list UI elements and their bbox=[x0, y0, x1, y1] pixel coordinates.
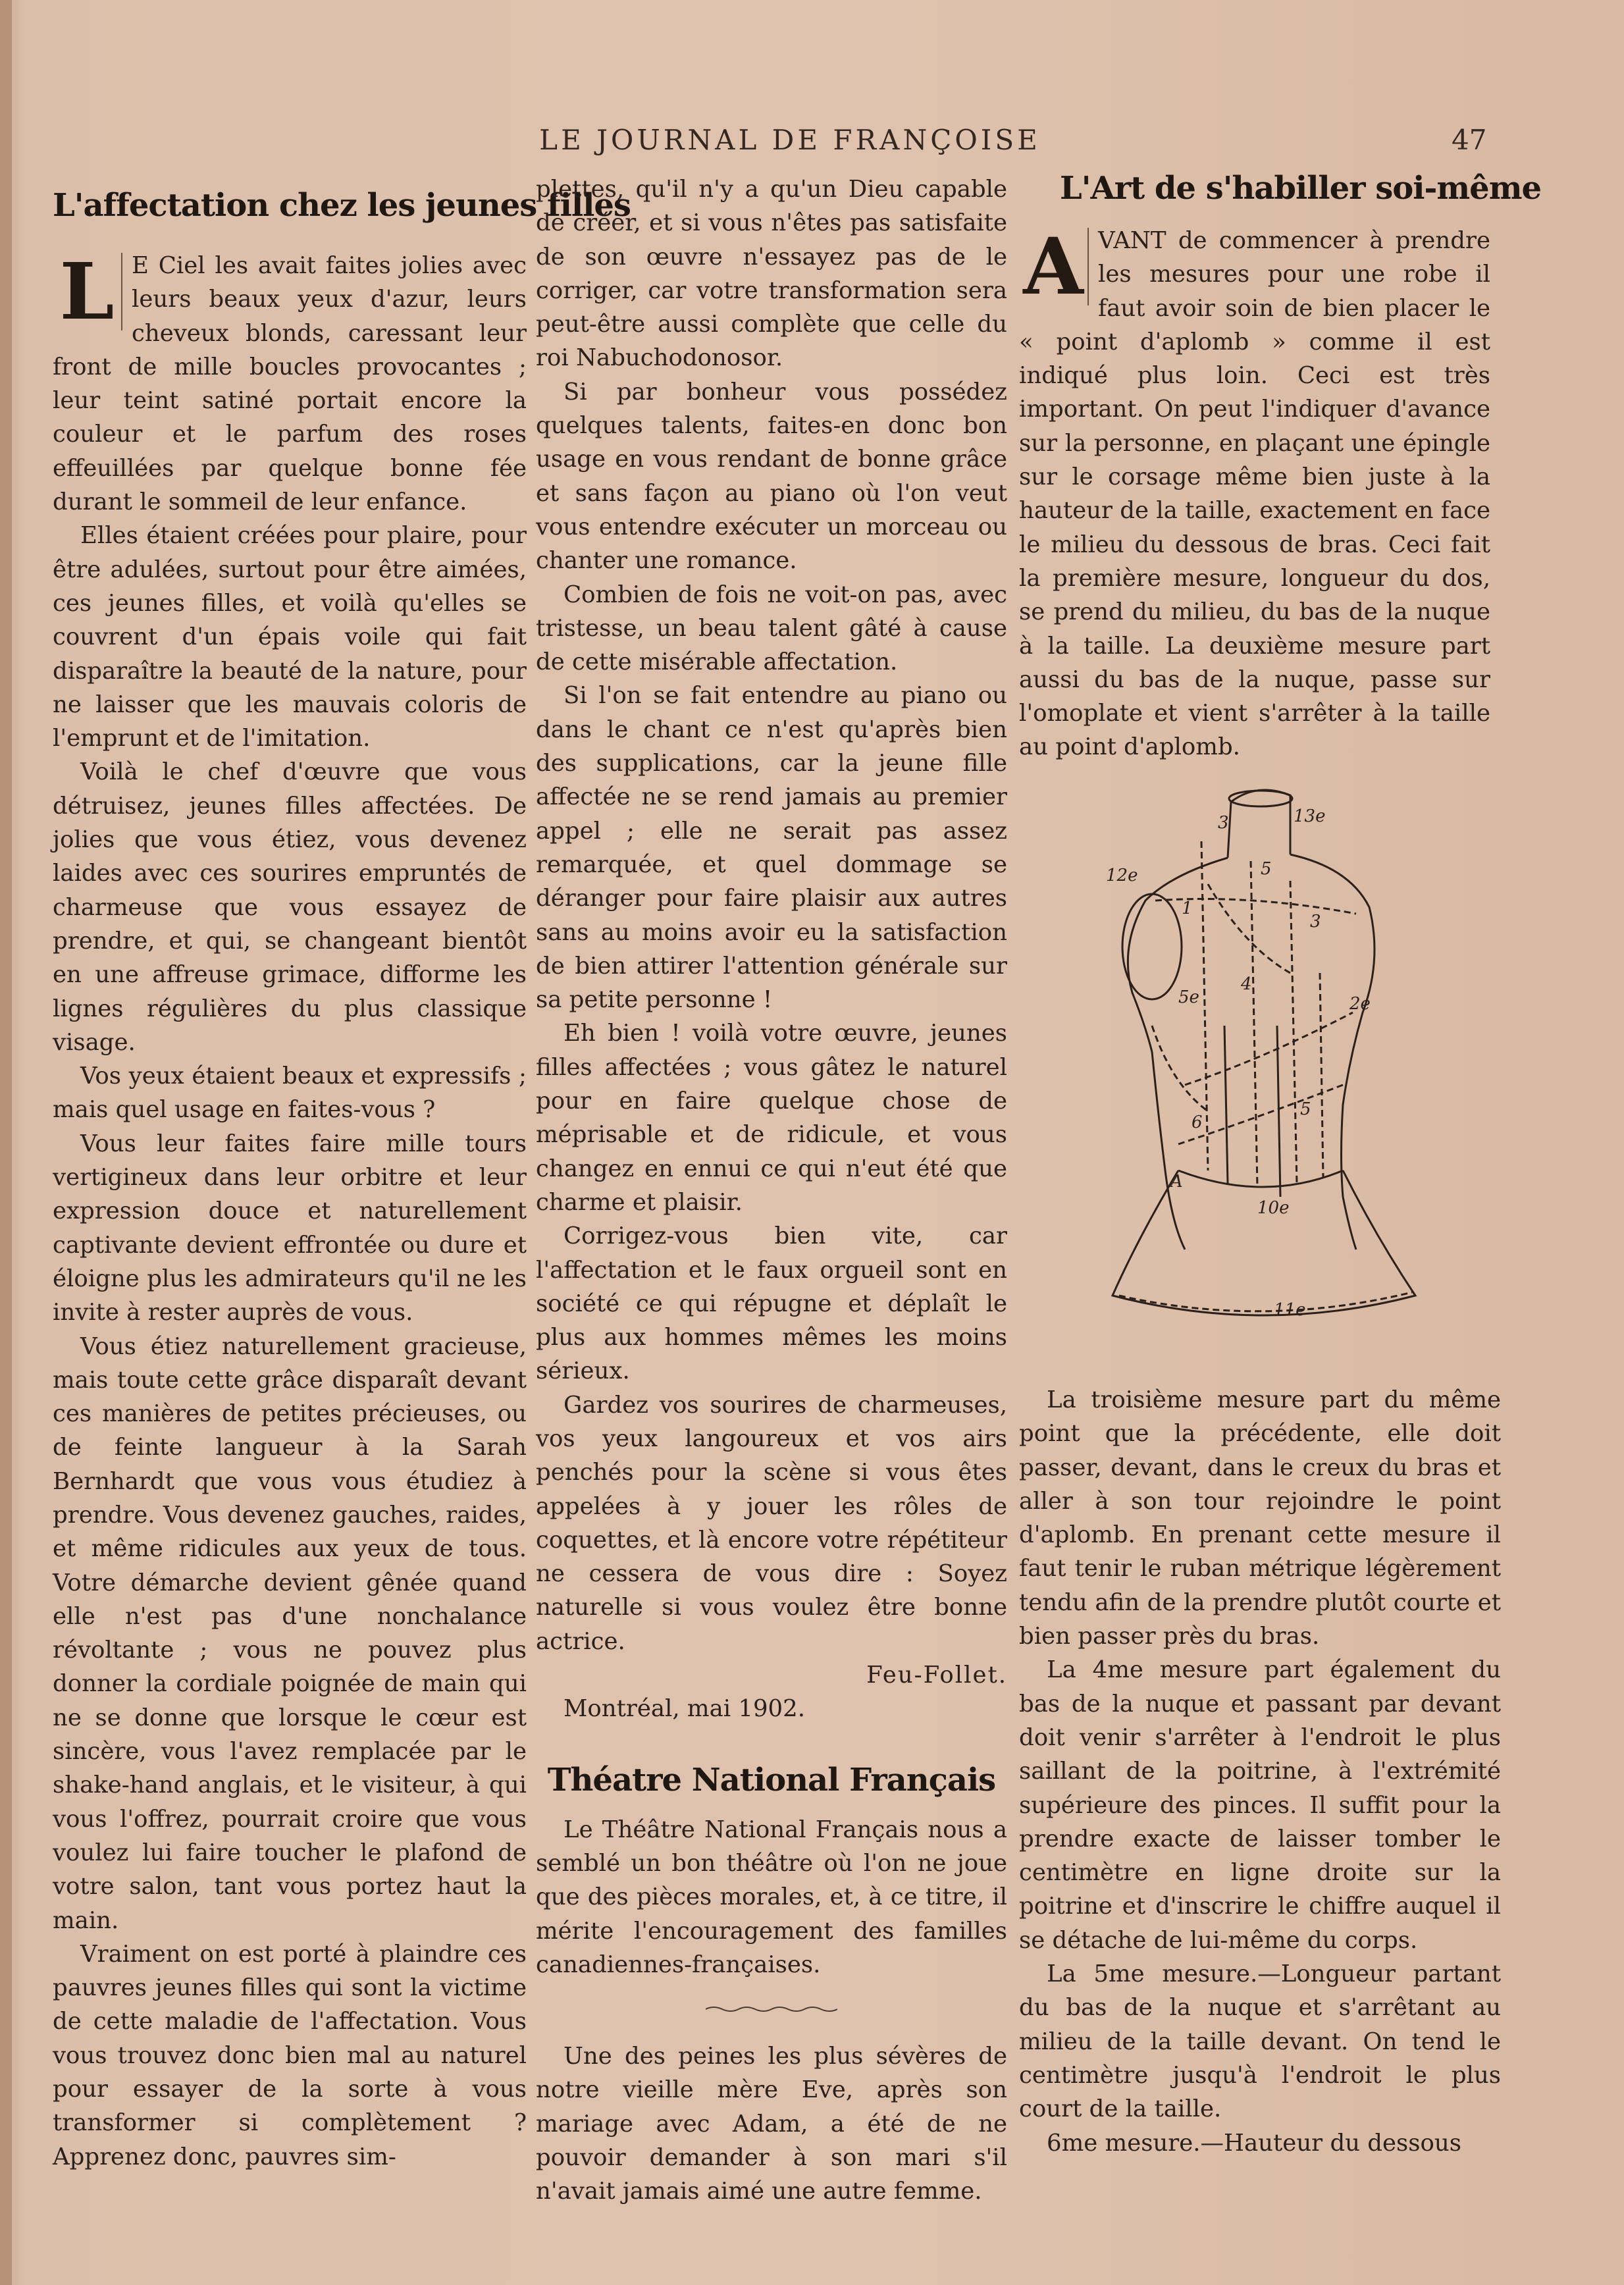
article4-paragraph: La 5me mesure.—Longueur partant du bas de la nuque et s'arrêtant au milieu de la taille devant. On tend le centimètre jusqu'à l'endroit le plus court de la taille. bbox=[1019, 1960, 1501, 2123]
figure-label: 5 bbox=[1300, 1099, 1311, 1119]
figure-label: 13e bbox=[1294, 806, 1326, 826]
figure-label: 12e bbox=[1106, 866, 1138, 885]
article4-title: L'Art de s'habiller soi-même bbox=[1060, 170, 1542, 207]
page-spine bbox=[0, 0, 12, 2285]
figure-label: 5 bbox=[1261, 859, 1272, 879]
article1-paragraph: Combien de fois ne voit-on pas, avec tristesse, un beau talent gâté à cause de cette misérable affectation. bbox=[536, 581, 1007, 676]
article1-paragraph: Gardez vos sourires de charmeuses, vos yeux langoureux et vos airs penchés pour la scène si vous êtes appelées à y jouer les rôles de coquettes, et là encore votre répétiteur ne cessera de vous dire : Soyez naturelle si vous voulez être bonne actrice. bbox=[536, 1391, 1007, 1655]
column-3-bottom bbox=[1019, 1383, 1501, 2160]
figure-label: 10e bbox=[1257, 1198, 1290, 1218]
figure-label: 11e bbox=[1274, 1300, 1306, 1320]
article1-paragraph: Vous leur faites faire mille tours vertigineux dans leur orbitre et leur expression douce et naturellement captivante devient effrontée ou dure et éloigne plus les admirateurs qu'il ne les invite à rester auprès de vous. bbox=[53, 1130, 527, 1326]
section-divider-ornament bbox=[706, 2005, 837, 2013]
article4-paragraph: La troisième mesure part du même point que la précédente, elle doit passer, devant, dans le creux du bras et aller à son tour rejoindre le point d'aplomb. En prenant cette mesure il faut tenir le ruban métrique légèrement tendu afin de la prendre plutôt courte et bien passer près du bras. bbox=[1019, 1386, 1501, 1650]
article3-paragraph: Une des peines les plus sévères de notre vieille mère Eve, après son mariage avec Adam, a été de ne pouvoir demander à son mari s'il n'avait jamais aimé une autre femme. bbox=[536, 2043, 1007, 2205]
figure-label: A bbox=[1170, 1172, 1183, 1192]
article1-paragraph-continued: plettes, qu'il n'y a qu'un Dieu capable de créer, et si vous n'êtes pas satisfaite de son œuvre n'essayez pas de le corriger, car votre transformation sera peut-être aussi complète que celle du roi Nabuchodonosor. bbox=[536, 176, 1007, 372]
column-2 bbox=[536, 172, 1007, 2209]
figure-label: 6 bbox=[1192, 1113, 1203, 1132]
figure-label: 1 bbox=[1182, 899, 1193, 918]
figure-label: 3 bbox=[1218, 813, 1229, 833]
article1-title: L'affectation chez les jeunes filles bbox=[53, 187, 631, 224]
article1-paragraph: L E Ciel les avait faites jolies avec leurs beaux yeux d'azur, leurs cheveux blonds, caressant leur front de mille boucles provocantes ; leur teint satiné portait encore la couleur et le parfum des roses effeuillées par quelque bonne fée durant le sommeil de leur enfance. bbox=[53, 246, 527, 516]
page-number: 47 bbox=[1452, 124, 1487, 156]
article4-paragraph: 6me mesure.—Hauteur du dessous bbox=[1047, 2129, 1461, 2157]
article4-paragraph: A VANT de commencer à prendre les mesures pour une robe il faut avoir soin de bien placer le « point d'aplomb » comme il est indiqué plus loin. Ceci est très important. On peut l'indiquer d'avance sur la personne, en plaçant une épingle sur le corsage même bien juste à la hauteur de la taille, exactement en face le milieu du dessous de bras. Ceci fait la première mesure, longueur du dos, se prend du milieu, du bas de la nuque à la taille. La deuxième mesure part aussi du bas de la nuque, passe sur l'omoplate et vient s'arrêter à la taille au point d'aplomb. bbox=[1019, 221, 1490, 761]
column-1 bbox=[53, 246, 527, 2174]
dropcap-letter: A bbox=[1019, 228, 1089, 305]
article1-paragraph: Si l'on se fait entendre au piano ou dans le chant ce n'est qu'après bien des supplications, car la jeune fille affectée ne se rend jamais au premier appel ; elle ne serait pas assez remarquée, et quel dommage se déranger pour faire plaisir aux autres sans au moins avoir eu la satisfaction de bien attirer l'attention générale sur sa petite personne ! bbox=[536, 682, 1007, 1014]
figure-label: 4 bbox=[1241, 974, 1252, 994]
article4-paragraph: La 4me mesure part également du bas de la nuque et passant par devant doit venir s'arrêter à l'endroit le plus saillant de la poitrine, à l'extrémité supérieure des pinces. Il suffit pour la prendre exacte de laisser tomber le centimètre en ligne droite sur la poitrine et d'inscrire le chiffre auquel il se détache de lui-même du corps. bbox=[1019, 1656, 1501, 1954]
figure-label: 5e bbox=[1178, 987, 1199, 1007]
article1-paragraph: Voilà le chef d'œuvre que vous détruisez, jeunes filles affectées. De jolies que vous étiez, vous devenez laides avec ces sourires empruntés de charmeuse que vous essayez de prendre, et qui, se changeant bientôt en une affreuse grimace, difforme les lignes régulières du plus classique visage. bbox=[53, 758, 527, 1056]
article1-paragraph: Eh bien ! voilà votre œuvre, jeunes filles affectées ; vous gâtez le naturel pour en faire quelque chose de méprisable et de ridicule, et vous changez en ennui ce qui n'eut été que charme et plaisir. bbox=[536, 1020, 1007, 1216]
article1-paragraph: Vraiment on est porté à plaindre ces pauvres jeunes filles qui sont la victime de cette maladie de l'affectation. Vous vous trouvez donc bien mal au naturel pour essayer de la sorte à vous transformer si complètement ? Apprenez donc, pauvres sim- bbox=[53, 1940, 527, 2170]
figure-label: 3 bbox=[1310, 912, 1321, 932]
article1-signature: Feu-Follet. bbox=[866, 1662, 1007, 1689]
article1-paragraph: Elles étaient créées pour plaire, pour être adulées, surtout pour être aimées, ces jeunes filles, et voilà qu'elles se couvrent d'un épais voile qui fait disparaître la beauté de la nature, pour ne laisser que les mauvais coloris de l'emprunt et de l'imitation. bbox=[53, 522, 527, 752]
article2-title: Théatre National Français bbox=[547, 1761, 996, 1799]
page-header bbox=[0, 124, 1624, 163]
article1-dateline: Montréal, mai 1902. bbox=[563, 1695, 806, 1723]
article1-paragraph: Vos yeux étaient beaux et expressifs ; mais quel usage en faites-vous ? bbox=[53, 1063, 527, 1124]
figure-label: 2e bbox=[1349, 994, 1371, 1014]
article1-paragraph: Corrigez-vous bien vite, car l'affectation et le faux orgueil sont en société ce qui répugne et déplaît le plus aux hommes mêmes les moins sérieux. bbox=[536, 1222, 1007, 1385]
dress-form-illustration bbox=[1093, 775, 1435, 1348]
article2-paragraph: Le Théâtre National Français nous a semblé un bon théâtre où l'on ne joue que des pièces morales, et, à ce titre, il mérite l'encouragement des familles canadiennes-françaises. bbox=[536, 1816, 1007, 1978]
column-3-top bbox=[1019, 221, 1490, 764]
article1-paragraph: Vous étiez naturellement gracieuse, mais toute cette grâce disparaît devant ces manières de petites précieuses, ou de feinte langueur à la Sarah Bernhardt que vous vous étudiez à prendre. Vous devenez gauches, raides, et même ridicules aux yeux de tous. Votre démarche devient gênée quand elle n'est pas d'une nonchalance révoltante ; vous ne pouvez plus donner la cordiale poignée de main qui ne se donne que lorsque le cœur est sincère, vous l'avez remplacée par le shake-hand anglais, et le visiteur, à qui vous l'offrez, pourrait croire que vous voulez lui faire toucher le plafond de votre salon, tant vous portez haut la main. bbox=[53, 1332, 527, 1934]
dropcap-letter: L bbox=[53, 253, 122, 330]
article1-paragraph: Si par bonheur vous possédez quelques talents, faites-en donc bon usage en vous rendant de bonne grâce et sans façon au piano où l'on veut vous entendre exécuter un morceau ou chanter une romance. bbox=[536, 378, 1007, 575]
journal-title: LE JOURNAL DE FRANÇOISE bbox=[539, 124, 1041, 156]
